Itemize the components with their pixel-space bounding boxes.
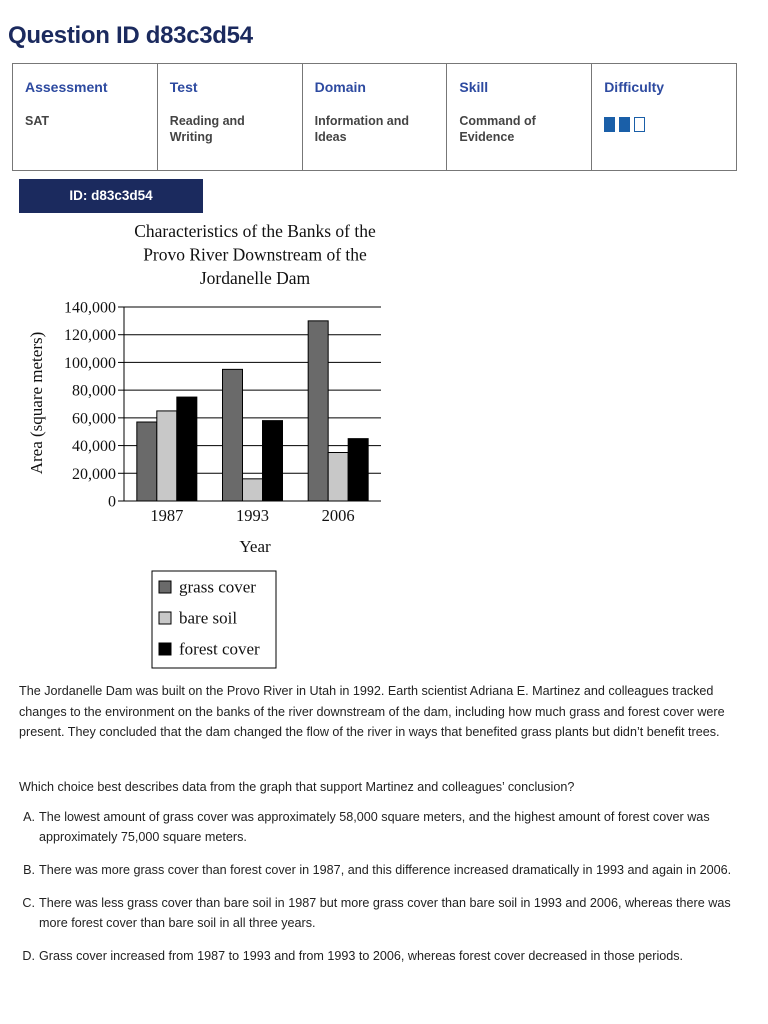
page-title: Question ID d83c3d54 (8, 22, 253, 49)
choice-letter: C. (22, 896, 35, 910)
chart-x-ticks (150, 506, 354, 525)
chart-y-tick-label: 140,000 (64, 299, 116, 317)
chart-x-tick-label: 1993 (236, 506, 269, 525)
choice-text: There was less grass cover than bare soil in 1987 but more grass cover than bare soil in 1993 and 2006, whereas there was more forest cover than bare soil in all three years. (39, 896, 731, 930)
choice-a[interactable] (19, 807, 749, 847)
difficulty-box-filled (604, 117, 615, 132)
bar-forest-cover-1987 (177, 397, 197, 501)
meta-cell-difficulty (592, 64, 737, 171)
question-id-badge: ID: d83c3d54 (19, 179, 203, 213)
choice-text: Grass cover increased from 1987 to 1993 and from 1993 to 2006, whereas forest cover decreased in those periods. (39, 949, 684, 963)
meta-header-domain: Domain (314, 79, 366, 95)
chart-y-tick-label: 80,000 (72, 382, 116, 400)
bar-forest-cover-1993 (263, 421, 283, 501)
meta-cell-domain (302, 64, 447, 171)
meta-cell-test (157, 64, 302, 171)
legend-label-grass-cover: grass cover (179, 577, 256, 597)
bar-bare-soil-1993 (243, 479, 263, 501)
bar-bare-soil-1987 (157, 411, 177, 501)
meta-value-test: Reading and Writing (169, 114, 245, 144)
passage-text: The Jordanelle Dam was built on the Provo River in Utah in 1992. Earth scientist Adriana E. Martinez and colleagues tracked changes to the environment on the banks of the river downstream of the dam, including how much grass and forest cover were present. They concluded that the dam changed the flow of the river in ways that benefited grass plants but didn’t benefit trees. (19, 684, 725, 739)
choice-b[interactable] (19, 860, 749, 880)
bar-grass-cover-1993 (223, 369, 243, 501)
chart-title (134, 221, 376, 288)
chart-y-tick-label: 0 (108, 493, 116, 511)
chart-legend (152, 571, 276, 668)
chart-y-ticks (64, 300, 124, 511)
meta-cell-assessment (13, 64, 158, 171)
legend-label-forest-cover: forest cover (179, 639, 260, 659)
chart-y-tick-label: 100,000 (64, 354, 116, 372)
legend-label-bare-soil: bare soil (179, 608, 238, 628)
question-text: Which choice best describes data from the graph that support Martinez and colleagues’ conclusion? (19, 780, 575, 794)
meta-value-domain: Information and Ideas (314, 114, 410, 144)
chart-title-line: Provo River Downstream of the (143, 244, 367, 265)
meta-header-assessment: Assessment (25, 79, 108, 95)
legend-swatch-bare-soil (159, 612, 171, 624)
meta-header-difficulty: Difficulty (604, 79, 665, 95)
chart-y-tick-label: 60,000 (72, 410, 116, 428)
choice-letter: A. (23, 810, 35, 824)
bar-bare-soil-2006 (328, 453, 348, 502)
choice-text: There was more grass cover than forest cover in 1987, and this difference increased dramatically in 1993 and again in 2006. (39, 863, 732, 877)
chart-y-tick-label: 120,000 (64, 327, 116, 345)
chart-x-axis-label: Year (239, 537, 271, 556)
choice-letter: B. (23, 863, 35, 877)
chart-bars (137, 321, 368, 501)
difficulty-indicator (604, 117, 724, 132)
bar-grass-cover-2006 (308, 321, 328, 501)
chart-x-tick-label: 2006 (321, 506, 355, 525)
meta-header-skill: Skill (459, 79, 489, 95)
meta-cell-skill (447, 64, 592, 171)
bar-forest-cover-2006 (348, 439, 368, 501)
meta-value-assessment: SAT (25, 114, 50, 128)
question-meta-table (12, 63, 737, 171)
difficulty-box-empty (634, 117, 645, 132)
difficulty-box-filled (619, 117, 630, 132)
meta-header-test: Test (169, 79, 198, 95)
choice-letter: D. (22, 949, 35, 963)
bar-grass-cover-1987 (137, 422, 157, 501)
bar-chart (0, 215, 420, 675)
choice-c[interactable] (19, 893, 749, 933)
answer-choices (19, 807, 749, 979)
chart-y-tick-label: 40,000 (72, 438, 116, 456)
chart-x-tick-label: 1987 (150, 506, 184, 525)
legend-swatch-forest-cover (159, 643, 171, 655)
chart-title-line: Characteristics of the Banks of the (134, 221, 376, 241)
chart-y-axis-label: Area (square meters) (27, 331, 46, 475)
chart-title-line: Jordanelle Dam (199, 268, 311, 288)
chart-y-tick-label: 20,000 (72, 465, 116, 483)
meta-value-skill: Command of Evidence (459, 114, 536, 144)
choice-d[interactable] (19, 946, 749, 966)
choice-text: The lowest amount of grass cover was approximately 58,000 square meters, and the highest amount of forest cover was approximately 75,000 square meters. (39, 810, 710, 844)
legend-swatch-grass-cover (159, 581, 171, 593)
